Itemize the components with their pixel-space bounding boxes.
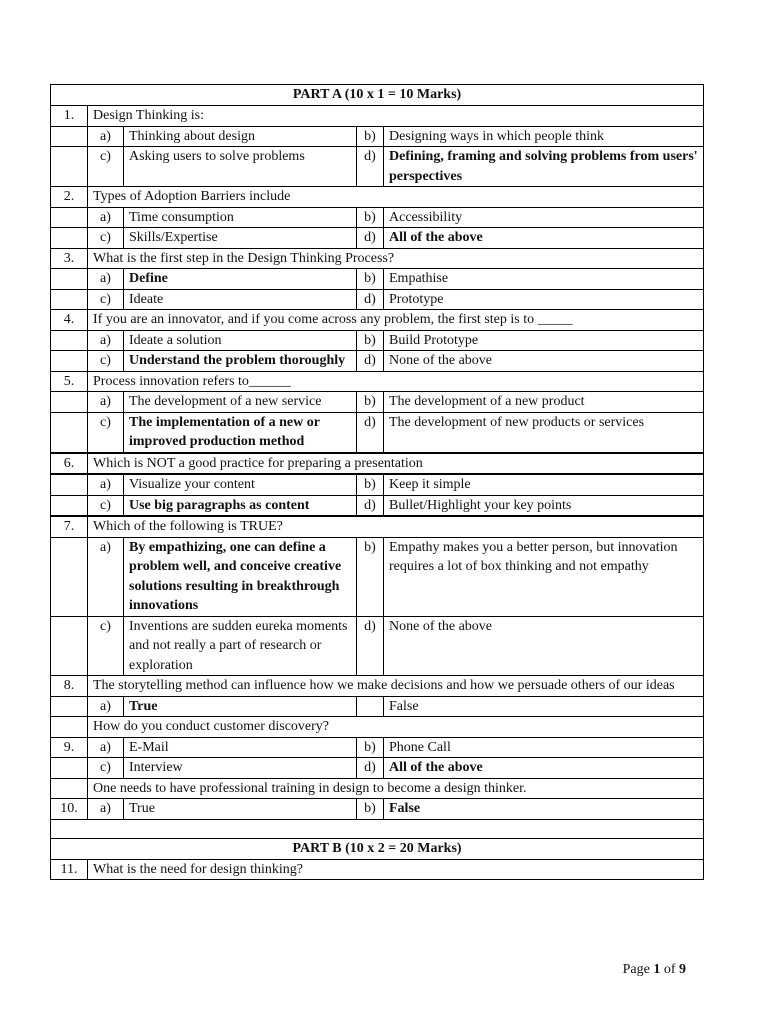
question-number: 7. [51,516,88,537]
option-row [51,207,704,228]
question-number: 11. [51,859,88,880]
option-row [51,616,704,676]
question-text: What is the first step in the Design Thinking Process? [88,248,704,269]
option-label: c) [88,412,124,453]
option-text: Asking users to solve problems [124,147,357,187]
option-text: Defining, framing and solving problems from users' perspectives [384,147,704,187]
option-label: c) [88,228,124,249]
option-text: The development of a new product [384,392,704,413]
option-text: The implementation of a new or improved production method [124,412,357,453]
option-text: Visualize your content [124,474,357,495]
question-text: Which is NOT a good practice for preparing a presentation [88,453,704,475]
question-text: The storytelling method can influence how we make decisions and how we persuade others of our ideas [88,676,704,697]
option-text: All of the above [384,228,704,249]
option-text: Define [124,269,357,290]
option-row [51,412,704,453]
question-number-cell [51,351,88,372]
option-row [51,696,704,717]
option-label: d) [357,147,384,187]
question-text: What is the need for design thinking? [88,859,704,880]
question-row [51,187,704,208]
question-number-cell [51,289,88,310]
option-text: Ideate a solution [124,330,357,351]
part-a-header [51,85,704,106]
question-number-cell [51,495,88,516]
question-number-cell: 10. [51,799,88,820]
option-label: b) [357,126,384,147]
option-text: Accessibility [384,207,704,228]
option-text: True [124,696,357,717]
question-number: 8. [51,676,88,697]
option-text: Empathise [384,269,704,290]
option-row [51,289,704,310]
option-text: Understand the problem thoroughly [124,351,357,372]
option-label: c) [88,758,124,779]
option-text: Skills/Expertise [124,228,357,249]
question-number: 3. [51,248,88,269]
option-label: a) [88,207,124,228]
option-text: None of the above [384,616,704,676]
question-number [51,717,88,738]
option-label: a) [88,330,124,351]
option-label: a) [88,392,124,413]
option-text: E-Mail [124,737,357,758]
question-number-cell [51,392,88,413]
option-label: c) [88,351,124,372]
option-row [51,330,704,351]
option-label: a) [88,799,124,820]
option-label: a) [88,126,124,147]
option-label: c) [88,616,124,676]
option-label: b) [357,537,384,616]
option-label: c) [88,289,124,310]
page-of: of [660,962,679,977]
part-b-header [51,838,704,859]
question-number: 5. [51,371,88,392]
question-number-cell [51,147,88,187]
option-label: b) [357,207,384,228]
part-b-header-cell: PART B (10 x 2 = 20 Marks) [51,838,704,859]
option-label: d) [357,616,384,676]
option-text: Ideate [124,289,357,310]
question-text: If you are an innovator, and if you come across any problem, the first step is to _____ [88,310,704,331]
option-label: b) [357,799,384,820]
question-number-cell [51,207,88,228]
option-text: Build Prototype [384,330,704,351]
question-number-cell [51,474,88,495]
option-row [51,474,704,495]
question-row [51,778,704,799]
question-number: 6. [51,453,88,475]
option-text: False [384,799,704,820]
option-text: Thinking about design [124,126,357,147]
question-number-cell [51,758,88,779]
question-text: How do you conduct customer discovery? [88,717,704,738]
option-row [51,392,704,413]
option-label: b) [357,737,384,758]
question-number-cell [51,616,88,676]
question-number-cell [51,412,88,453]
option-text: Time consumption [124,207,357,228]
question-table [50,84,704,880]
page-number: 1 [653,962,661,977]
option-label: d) [357,289,384,310]
question-number-cell [51,696,88,717]
option-label: b) [357,269,384,290]
option-label: a) [88,737,124,758]
option-label: b) [357,330,384,351]
question-number-cell [51,228,88,249]
exam-sheet [50,84,703,880]
question-row [51,516,704,537]
option-label: c) [88,495,124,516]
question-text: Which of the following is TRUE? [88,516,704,537]
question-row [51,717,704,738]
option-row [51,537,704,616]
option-text: None of the above [384,351,704,372]
option-text: Phone Call [384,737,704,758]
option-label: d) [357,228,384,249]
question-row [51,248,704,269]
option-label: a) [88,474,124,495]
option-text: Use big paragraphs as content [124,495,357,516]
question-text: Design Thinking is: [88,106,704,127]
option-label [357,696,384,717]
option-row [51,495,704,516]
option-row [51,737,704,758]
question-row [51,371,704,392]
option-row [51,758,704,779]
option-text: Designing ways in which people think [384,126,704,147]
spacer-row [51,819,704,838]
question-number: 2. [51,187,88,208]
option-row [51,126,704,147]
question-number: 4. [51,310,88,331]
question-row [51,106,704,127]
question-number-cell: 9. [51,737,88,758]
option-text: Prototype [384,289,704,310]
option-row [51,351,704,372]
option-text: Empathy makes you a better person, but innovation requires a lot of box thinking and not empathy [384,537,704,616]
option-label: d) [357,495,384,516]
option-row [51,228,704,249]
option-label: c) [88,147,124,187]
option-label: d) [357,351,384,372]
page-footer [623,962,686,978]
option-text: By empathizing, one can define a problem well, and conceive creative solutions resulting in breakthrough innovations [124,537,357,616]
option-label: a) [88,537,124,616]
question-row [51,676,704,697]
option-text: All of the above [384,758,704,779]
question-row [51,859,704,880]
option-label: a) [88,696,124,717]
question-text: One needs to have professional training in design to become a design thinker. [88,778,704,799]
question-number-cell [51,269,88,290]
question-text: Types of Adoption Barriers include [88,187,704,208]
question-number: 1. [51,106,88,127]
question-number [51,778,88,799]
spacer-cell [51,819,704,838]
question-number-cell [51,126,88,147]
option-label: d) [357,412,384,453]
option-text: Bullet/Highlight your key points [384,495,704,516]
option-text: False [384,696,704,717]
page-total: 9 [679,962,686,977]
page-prefix: Page [622,962,654,977]
option-text: Keep it simple [384,474,704,495]
question-text: Process innovation refers to______ [88,371,704,392]
question-row [51,310,704,331]
part-a-header-cell: PART A (10 x 1 = 10 Marks) [51,85,704,106]
option-text: Inventions are sudden eureka moments and not really a part of research or exploration [124,616,357,676]
question-number-cell [51,330,88,351]
question-number-cell [51,537,88,616]
option-label: b) [357,474,384,495]
option-row [51,799,704,820]
option-text: Interview [124,758,357,779]
option-label: d) [357,758,384,779]
question-row [51,453,704,475]
option-label: a) [88,269,124,290]
option-text: The development of a new service [124,392,357,413]
option-row [51,147,704,187]
option-text: The development of new products or services [384,412,704,453]
option-row [51,269,704,290]
option-text: True [124,799,357,820]
option-label: b) [357,392,384,413]
